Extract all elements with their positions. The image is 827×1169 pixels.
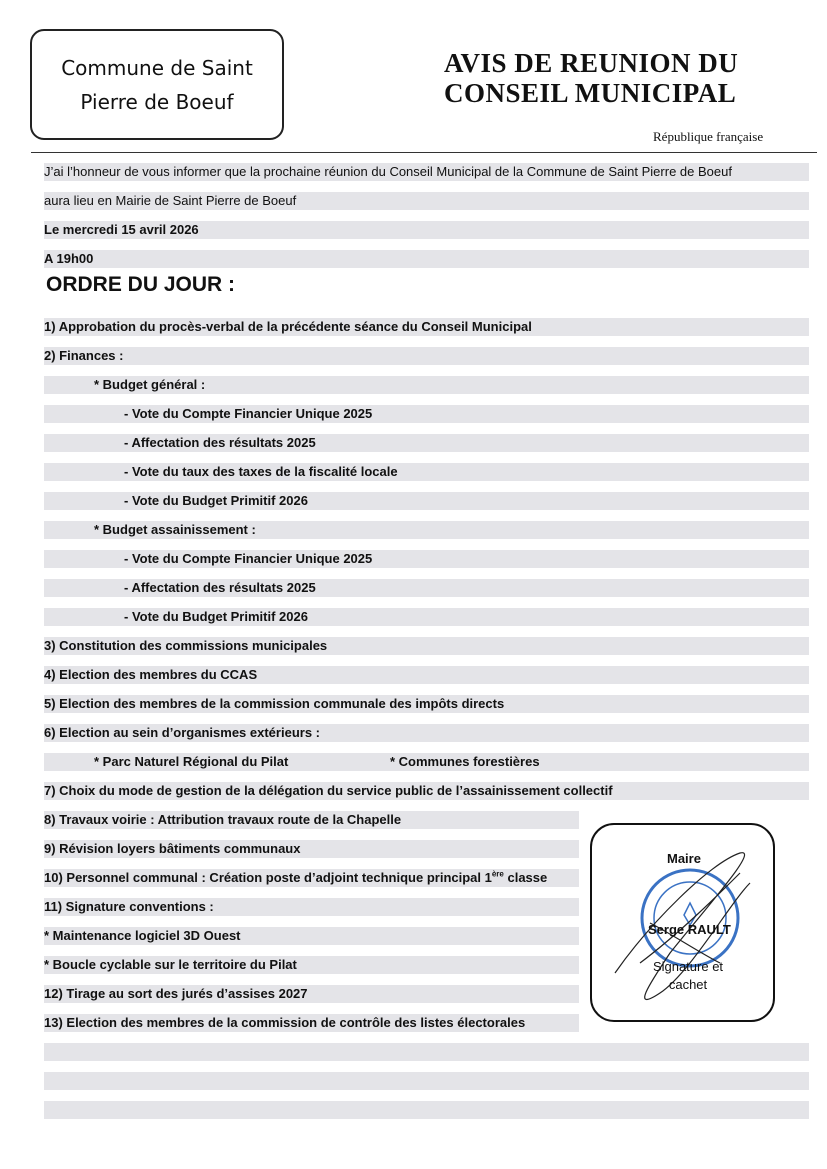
meeting-time: A 19h00 [44,250,809,268]
agenda-item: 7) Choix du mode de gestion de la délégation du service public de l’assainissement collectif [44,782,809,800]
intro-line-2: aura lieu en Mairie de Saint Pierre de Boeuf [44,192,809,210]
signatory-role: Maire [667,851,701,866]
signatory-name: Serge RAULT [648,922,731,937]
agenda-item: 5) Election des membres de la commission communale des impôts directs [44,695,809,713]
commune-name: Commune de Saint Pierre de Boeuf [61,55,253,114]
agenda-item: 4) Election des membres du CCAS [44,666,809,684]
intro-line-1: J’ai l’honneur de vous informer que la prochaine réunion du Conseil Municipal de la Commune de Saint Pierre de Boeuf [44,163,809,181]
header-divider [31,152,817,153]
document-title: AVIS DE REUNION DU CONSEIL MUNICIPAL [444,48,739,108]
agenda-item: 13) Election des membres de la commission de contrôle des listes électorales [44,1014,579,1032]
agenda-item: 12) Tirage au sort des jurés d’assises 2027 [44,985,579,1003]
agenda-subitem: - Vote du Compte Financier Unique 2025 [44,550,809,568]
agenda-subitem: - Vote du taux des taxes de la fiscalité locale [44,463,809,481]
agenda-subitem: * Budget assainissement : [44,521,809,539]
agenda-item: 8) Travaux voirie : Attribution travaux route de la Chapelle [44,811,579,829]
blank-line [44,1072,809,1090]
agenda-subitem: * Parc Naturel Régional du Pilat * Communes forestières [44,753,809,771]
blank-line [44,1101,809,1119]
meeting-date: Le mercredi 15 avril 2026 [44,221,809,239]
agenda-item: 2) Finances : [44,347,809,365]
agenda-item: 3) Constitution des commissions municipales [44,637,809,655]
signature-label: Signature et cachet [652,959,724,992]
agenda-item: 1) Approbation du procès-verbal de la précédente séance du Conseil Municipal [44,318,809,336]
signature-stamp-box [590,823,775,1022]
agenda-subitem: - Vote du Budget Primitif 2026 [44,492,809,510]
agenda-item: 9) Révision loyers bâtiments communaux [44,840,579,858]
blank-line [44,1043,809,1061]
agenda-item: 6) Election au sein d’organismes extérieurs : [44,724,809,742]
agenda-subitem: - Affectation des résultats 2025 [44,434,809,452]
agenda-heading: ORDRE DU JOUR : [46,273,236,296]
agenda-item: * Boucle cyclable sur le territoire du Pilat [44,956,579,974]
agenda-subitem: * Budget général : [44,376,809,394]
agenda-item: 11) Signature conventions : [44,898,579,916]
agenda-subitem: - Vote du Compte Financier Unique 2025 [44,405,809,423]
commune-name-box [30,29,284,140]
agenda-item: 10) Personnel communal : Création poste d’adjoint technique principal 1ère classe [44,869,579,887]
agenda-item: * Maintenance logiciel 3D Ouest [44,927,579,945]
agenda-subitem: - Affectation des résultats 2025 [44,579,809,597]
document-subtitle: République française [653,129,764,144]
agenda-subitem: - Vote du Budget Primitif 2026 [44,608,809,626]
